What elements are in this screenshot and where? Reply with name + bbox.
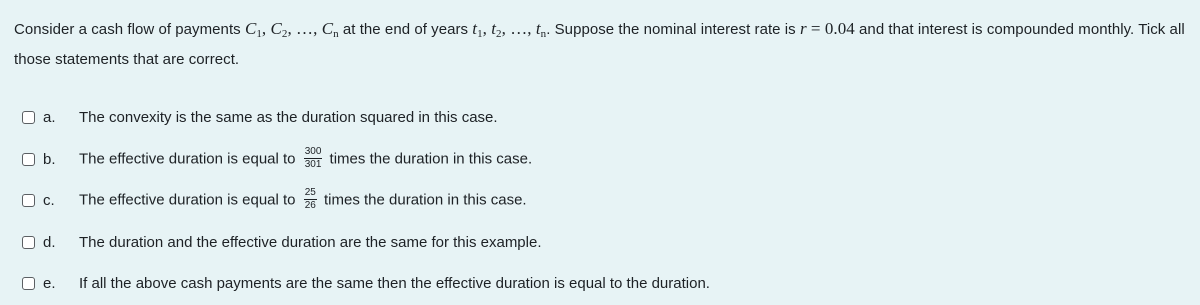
question-mid2: . Suppose the nominal interest rate is bbox=[546, 21, 800, 38]
rate-value: = 0.04 bbox=[806, 19, 855, 38]
option-c-text-after: times the duration in this case. bbox=[319, 191, 527, 209]
option-b-fraction bbox=[304, 147, 323, 170]
option-b-text-before: The effective duration is equal to bbox=[79, 150, 300, 168]
option-c[interactable] bbox=[22, 180, 710, 222]
option-b-numerator: 300 bbox=[304, 145, 322, 157]
option-e-letter: e. bbox=[43, 275, 56, 293]
option-b-denominator: 301 bbox=[304, 158, 322, 170]
option-b[interactable] bbox=[22, 139, 710, 181]
option-c-letter: c. bbox=[43, 192, 55, 210]
option-c-text-before: The effective duration is equal to bbox=[79, 191, 300, 209]
question-text bbox=[14, 14, 1188, 75]
option-e-checkbox[interactable] bbox=[22, 277, 35, 290]
option-e-text: If all the above cash payments are the same then the effective duration is equal to the duration. bbox=[79, 275, 710, 293]
option-b-text-after: times the duration in this case. bbox=[325, 150, 533, 168]
option-b-checkbox[interactable] bbox=[22, 153, 35, 166]
option-d[interactable] bbox=[22, 222, 710, 264]
time-symbols: $t_1$, $t_2$, …, $t_n$ bbox=[472, 19, 547, 40]
option-d-checkbox[interactable] bbox=[22, 236, 35, 249]
option-a-text: The convexity is the same as the duration squared in this case. bbox=[79, 109, 498, 127]
option-a-checkbox[interactable] bbox=[22, 111, 35, 124]
answer-list bbox=[22, 97, 710, 305]
option-c-denominator: 26 bbox=[304, 200, 316, 212]
option-d-text: The duration and the effective duration are the same for this example. bbox=[79, 233, 542, 251]
question-mid1: at the end of years bbox=[338, 21, 473, 38]
option-c-text bbox=[79, 189, 527, 212]
option-d-letter: d. bbox=[43, 233, 56, 251]
option-c-numerator: 25 bbox=[304, 187, 316, 199]
question-suffix: and that interest is compounded monthly. Tick all those statements that are correct. bbox=[14, 21, 1185, 68]
question-prefix: Consider a cash flow of payments bbox=[14, 21, 245, 38]
option-b-text bbox=[79, 145, 533, 171]
rate-variable: r bbox=[799, 19, 807, 38]
option-b-letter: b. bbox=[43, 150, 56, 168]
option-c-fraction bbox=[304, 188, 317, 211]
cashflow-symbols: $C_1$, $C_2$, …, $C_n$ bbox=[244, 19, 339, 40]
option-a[interactable] bbox=[22, 97, 710, 139]
option-c-checkbox[interactable] bbox=[22, 194, 35, 207]
option-e[interactable] bbox=[22, 263, 710, 305]
option-a-letter: a. bbox=[43, 109, 56, 127]
